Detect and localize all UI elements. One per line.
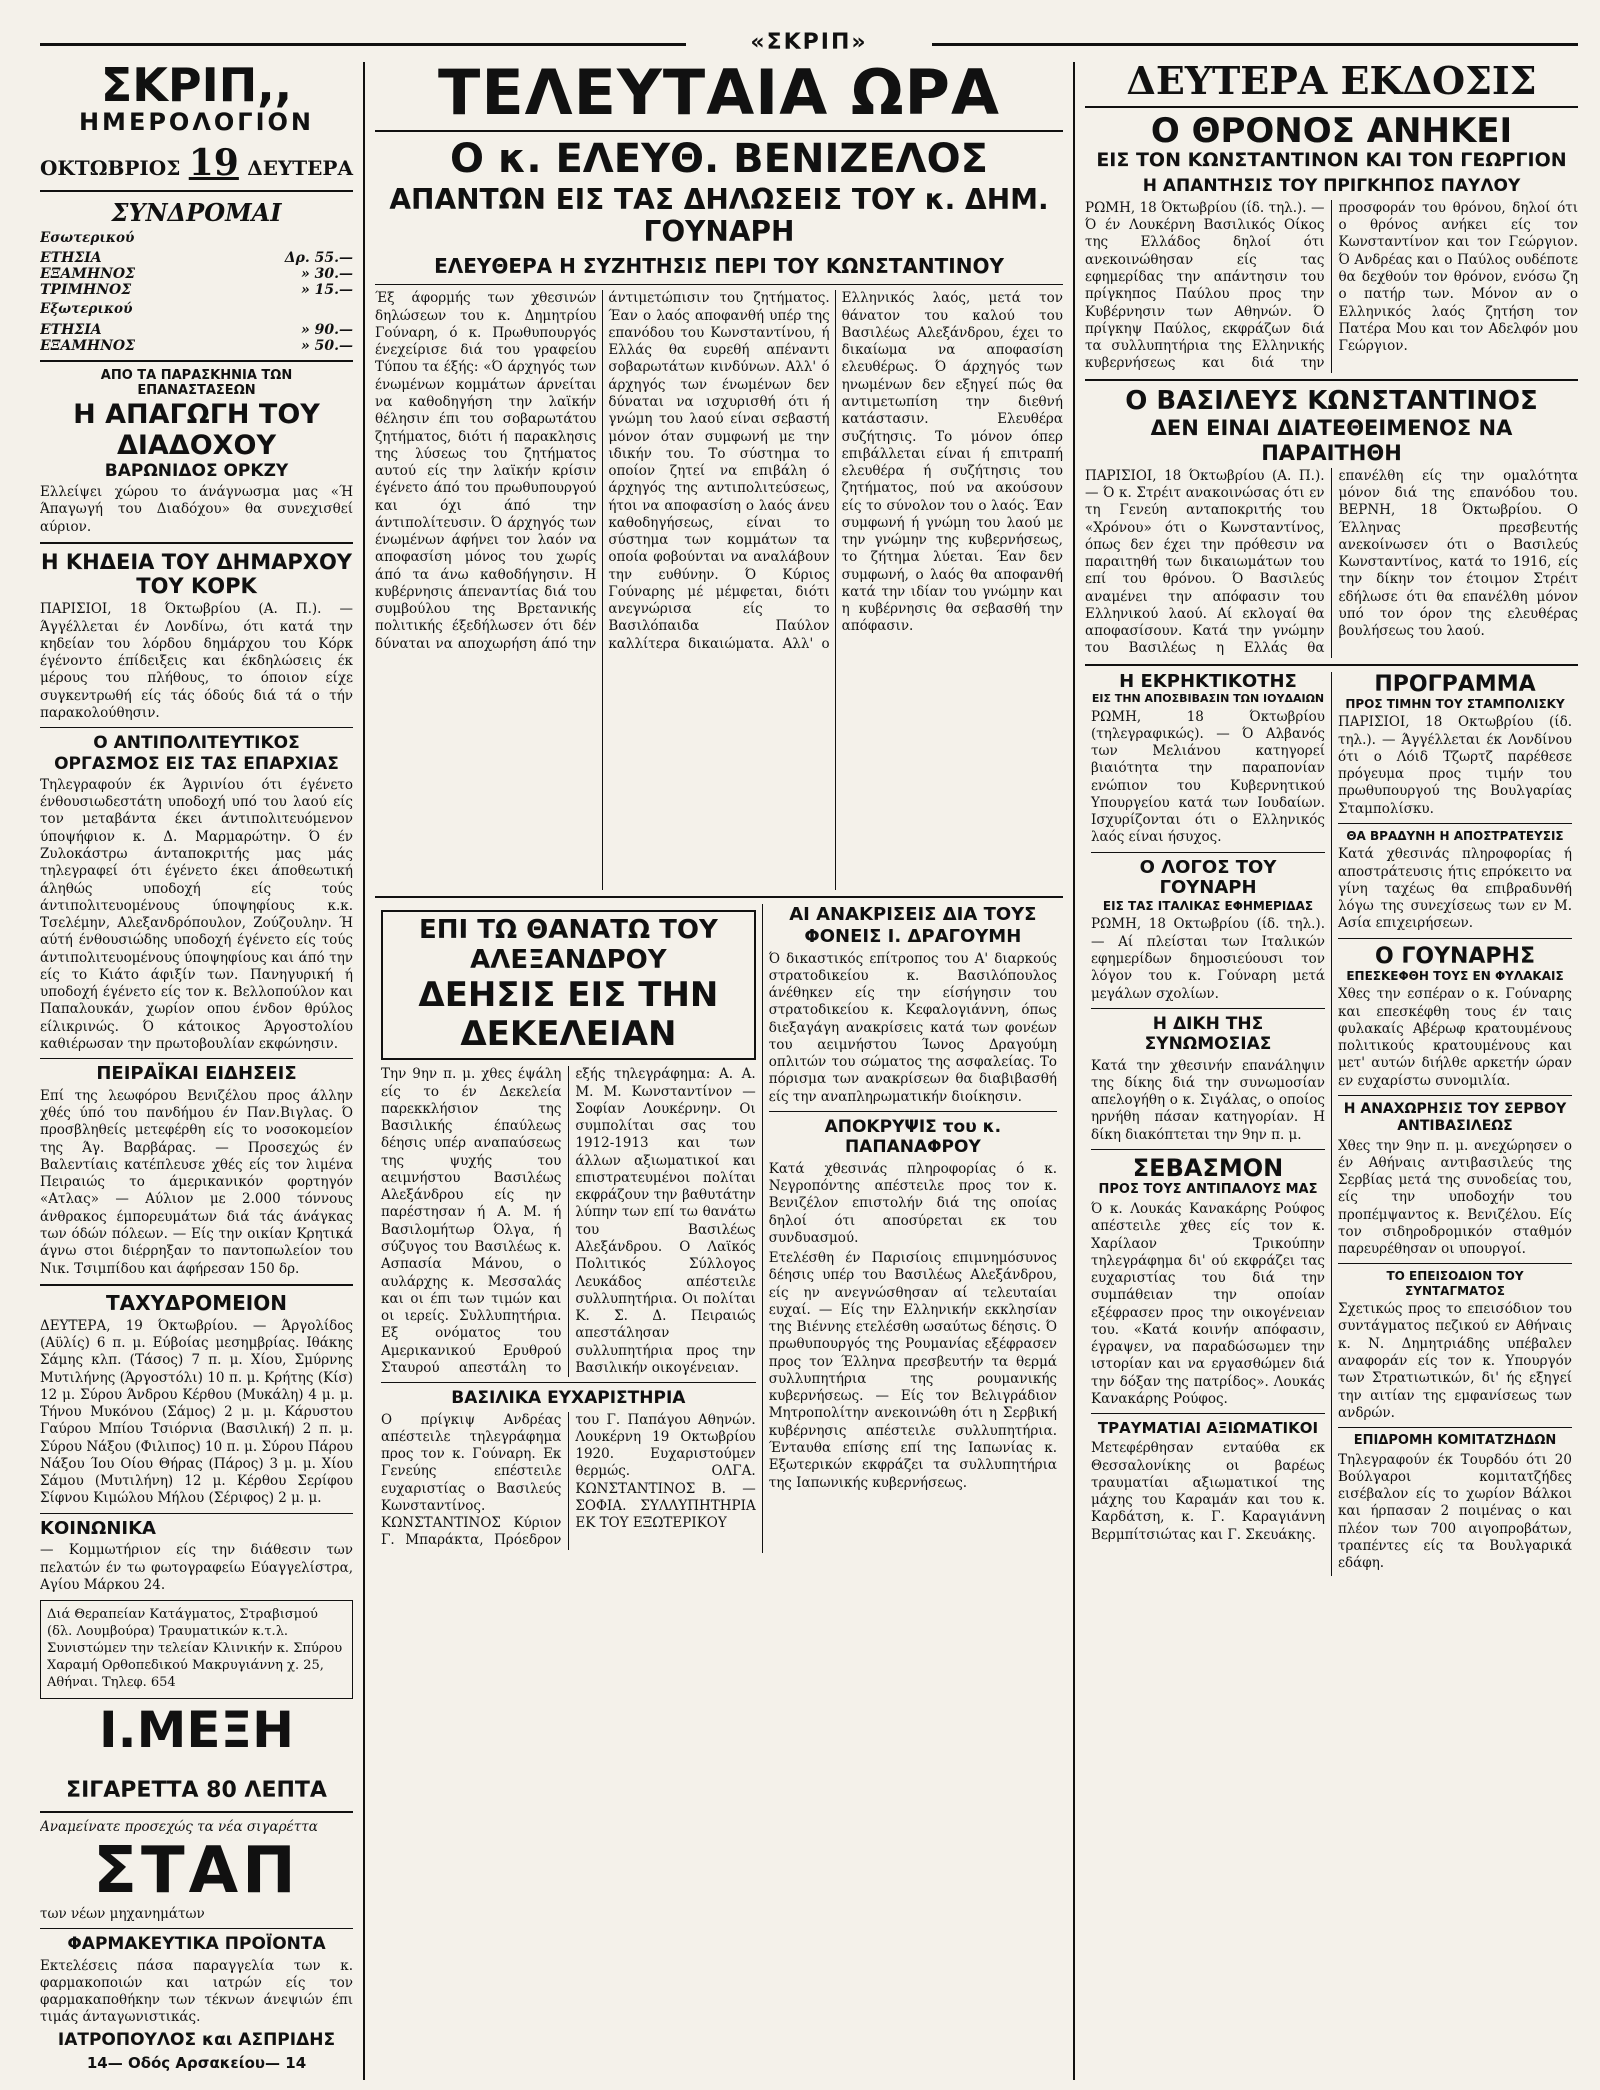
serial-tag: ΑΠΟ ΤΑ ΠΑΡΑΣΚΗΝΙΑ ΤΩΝ ΕΠΑΝΑΣΤΑΣΕΩΝ xyxy=(100,367,293,399)
death-title: ΕΠΙ ΤΩ ΘΑΝΑΤΩ ΤΟΥ ΑΛΕΞΑΝΔΡΟΥ xyxy=(418,915,718,976)
sub-row: ΕΞΑΜΗΝΟΣ » 30.— xyxy=(40,266,353,283)
trial-title: Η ΔΙΚΗ ΤΗΣ ΣΥΝΩΜΟΣΙΑΣ xyxy=(1144,1013,1272,1055)
wounded-title: ΤΡΑΥΜΑΤΙΑΙ ΑΞΙΩΜΑΤΙΚΟΙ xyxy=(1097,1419,1319,1438)
sub-row: ΕΞΑΜΗΝΟΣ » 50.— xyxy=(40,337,353,354)
wounded-text: Μετεφέρθησαν ενταύθα εκ Θεσσαλονίκης οι βαρέως τραυματίαι αξιωματικοί της μάχης του Καραμάν και του κ. Καρδάτση, κ. Γ. Καραγιάννη Βερμπίτσιώτας και Γ. Σκευάκης. xyxy=(1091,1440,1325,1543)
king-title: Ο ΒΑΣΙΛΕΥΣ ΚΩΝΣΤΑΝΤΙΝΟΣ xyxy=(1125,385,1538,416)
death-sub: ΔΕΗΣΙΣ ΕΙΣ ΤΗΝ ΔΕΚΕΛΕΙΑΝ xyxy=(418,975,719,1055)
masthead: «ΣΚΡΙΠ» xyxy=(40,30,1578,56)
clinic-ad: Διά Θεραπείαν Κατάγματος, Στραβισμού (δλ. Λουμβούρα) Τραυματικών κ.τ.λ. Συνιστώμεν την τελείαν Κλινικήν κ. Σπύρου Χαραμή Ορθοπεδικού Μακρυγιάννη χ. 25, Αθήναι. Τηλεφ. 654 xyxy=(40,1600,353,1698)
gounaris-title: Ο ΓΟΥΝΑΡΗΣ xyxy=(1374,943,1535,969)
piraeus-text: Επί της λεωφόρου Βενιζέλου προς άλλην χθές ύπό του πανδήμου έν Παν.Βιγλας. Ό προσβληθείς μετεφέρθη είς το νοσοκομείον της Άγ. Βαρβάρας. — Προσεχώς έν Βαλεντίαις κατέπλευσε χθές είς τον λιμένα Πειραιώς το άμερικανικόν φορτηγόν «Ατλας» — Αύλιον με 2.000 τόννους άνθρακος έμπορευμάτων διά τάς άνάγκας των όδών πόλεων. — Είς την οικίαν Κρητικά άγνω στοι διέρρηξαν το παντοπωλείον του Νικ. Τσιμπίδου και άφήρεσαν 150 δρ. xyxy=(40,1087,353,1277)
speech-title: Ο ΛΟΓΟΣ ΤΟΥ ΓΟΥΝΑΡΗ xyxy=(1139,856,1277,899)
middle-column xyxy=(365,62,1075,2080)
gift-title: ΑΠΟΚΡΥΨΙΣ του κ. ΠΑΠΑΝΑΦΡΟΥ xyxy=(824,1116,1002,1158)
gounaris-sub: ΕΠΕΣΚΕΦΘΗ ΤΟΥΣ ΕΝ ΦΥΛΑΚΑΙΣ xyxy=(1346,968,1564,983)
day: 19 xyxy=(188,142,239,184)
social-text: — Κομμωτήριον είς την διάθεσιν των πελατών έν τω φωτογραφείω Εύαγγελίστρα, Αγίου Μάρκου 24. xyxy=(40,1542,353,1593)
last-hour-banner: ΤΕΛΕΥΤΑΙΑ ΩΡΑ xyxy=(438,62,1000,129)
middle-lower xyxy=(375,904,1063,1552)
komit-text: Τηλεγραφούν έκ Τουρδόυ ότι 20 Βούλγαροι κομιτατζήδες εισέβαλον είς το χωρίον Βάλκοι και ήρπασαν 2 ποιμένας ο και πλέον των 700 αιγοπροβάτων, τραπέντες είς τα Βουλγαρικά εδάφη. xyxy=(1338,1451,1572,1572)
venizelos-title: Ο κ. ΕΛΕΥΘ. ΒΕΝΙΖΕΛΟΣ xyxy=(450,136,988,182)
inquiry-text: Ό δικαστικός επίτροπος του Α' διαρκούς στρατοδικείου κ. Βασιλόπουλος άνέθηκεν είς την είσήγησιν του στρατοδικείου κ. Κεφαλογιάννη, όπως διεξαγάγη ανακρίσεις κατά των φονέων του αειμνήστου Ίωνος Δραγούμη οπλιτών του σώματος της ασφαλείας. Το πόρισμα των ανακρίσεων θα διαβιβασθή είς την αναπληρωματικήν διοίκησιν. xyxy=(768,950,1057,1105)
pharma-text: Εκτελέσεις πάσα παραγγελία των κ. φαρμακοποιών και ιατρών είς τον φαρμακαποθήκην των τέκνων άνεψιών έπι τιμάς άνταγωνιστικάς. xyxy=(40,1957,353,2026)
mexi-product: ΣΙΓΑΡΕΤΤΑ 80 ΛΕΠΤΑ xyxy=(66,1777,327,1803)
gift-text2: Ετελέσθη έν Παρισίοις επιμνημόσυνος δέησις υπέρ του Βασιλέως Αλεξάνδρου, είς ην ανεγνώσθησαν αί τελευταίαι ευχαί. — Είς την Ελληνικήν εκκλησίαν της Βιέννης ετελέσθη ωσαύτως δέησις. Ό πρωθυπουργός της Ρουμανίας εξέφρασεν προς τον Έλληνα πρεσβευτήν τα θερμά συλλυπητήρια της ρουμανικής κυβερνήσεως. — Είς τον Βελιγράδιον Μητροπολίτην ανεκοινώθη ότι η Σερβική κυβέρνησις απέστειλε συλλυπητήρια. Ένταυθα επίσης επί της Ιαπωνίας κ. Εξωτερικών εκφράζει τα συλλυπητήρια της Ιαπωνικής κυβερνήσεως. xyxy=(768,1250,1057,1491)
program-title: ΠΡΟΓΡΑΜΜΑ xyxy=(1374,671,1536,697)
subscription-rows-foreign xyxy=(40,322,353,354)
venizelos-sub: ΑΠΑΝΤΩΝ ΕΙΣ ΤΑΣ ΔΗΛΩΣΕΙΣ ΤΟΥ κ. ΔΗΜ. ΓΟΥΝΑΡΗ xyxy=(389,183,1049,249)
serial-title: Η ΑΠΑΓΩΓΗ ΤΟΥ ΔΙΑΔΟΧΟΥ xyxy=(73,398,320,461)
king-sub: ΔΕΝ ΕΙΝΑΙ ΔΙΑΤΕΘΕΙΜΕΝΟΣ ΝΑ ΠΑΡΑΙΤΗΘΗ xyxy=(1150,416,1513,465)
social-title: ΚΟΙΝΩΝΙΚΑ xyxy=(40,1517,156,1539)
columns xyxy=(40,62,1578,2080)
inquiry-section xyxy=(762,904,1063,1552)
gift-text: Κατά χθεσινάς πληροφορίας ό κ. Νεγροπόντης απέστειλε προς τον κ. Βενιζέλον επιστολήν διά της οποίας δηλοί ότι αποσύρεται εκ του συνδυασμού. xyxy=(768,1160,1057,1246)
month: ΟΚΤΩΒΡΙΟΣ xyxy=(40,156,181,180)
venizelos-text: Έξ άφορμής των χθεσινών δηλώσεων του κ. Δημητρίου Γούναρη, ό κ. Πρωθυπουργός ένεχείρισε διά του γραφείου Τύπου τα έξής: «Ό άρχηγός των ένωμένων κομμάτων άρνείται να καθοδηγήση την λαϊκήν θέλησιν έπι του σοβαρωτάτου ζητήματος, διότι ή παρακλησις της λύσεως του ζητήματος αυτού είς την λαϊκήν κρίσιν έγένετο άπό του πρωθυπουργού και όχι άπό την άντιπολίτευσιν. Ό άρχηγός των ένωμένων άφήνει τον λαόν να αποφασίση μόνος του χωρίς άπό τα άνω καθοδήγησιν. Η κυβέρνησις άπεναντίας διά του συμβούλου της Βρετανικής πολιτικής έξεδήλωσεν ότι δέν δύναται να αποχωρήση άπό την άντιμετώπισιν του ζητήματος. Έαν ο λαός αποφανθή υπέρ της επανόδου του Κωνσταντίνου, ή Ελλάς θα ευρεθή απέναντι σοβαρωτάτων κινδύνων. Αλλ' ό άρχηγός των ένωμένων δεν δύναται να ισχυρισθή ότι ή γνώμη του λαού είναι σεβαστή μόνον όταν συμφωνή με την ιδικήν του. Το σύστημα το οποίον ζητεί να επιβάλη ό άρχηγός της αντιπολιτεύσεως, ήτοι να αποφασίση ο λαός άνευ καθοδηγήσεως, είναι το σύστημα των κομμάτων τα οποία φοβούνται να αναλάβουν την ευθύνην. Ό Κύριος Γούναρης μέ μέμφεται, διότι ανεγνώρισα είς το Βασιλόπαιδα Παύλον καλλίτερα δικαιώματα. Αλλ' ο Ελληνικός λαός, μετά τον θάνατον του καλού του Βασιλέως Αλεξάνδρου, έχει το δικαίωμα να αποφασίση ελευθέρως. Ό άρχηγός των ηνωμένων δεν εξηγεί πώς θα αντιμετωπίση την διεθνή κατάστασιν. Ελευθέρα συζήτησις. Το μόνον όπερ επιβάλλεται είναι ή επιτραπή ελευθέρα ή συζήτησις του ζητήματος, πού να ακούσουν είς το σύνολον του ο λαός. Έαν συμφωνή ή γνώμη του λαού με την γνώμην της κυβερνήσεως, το ζήτημα λύεται. Έαν δεν συμφωνή, ο λαός θα αποφανθή κατά την ιδίαν του γνώμην και η κυβέρνησις θα σεβασθή την απόφασιν. xyxy=(375,290,1063,652)
sub-row: ΕΤΗΣΙΑ Δρ. 55.— xyxy=(40,250,353,267)
left-column xyxy=(40,62,365,2080)
post-title: ΤΑΧΥΔΡΟΜΕΙΟΝ xyxy=(106,1290,287,1315)
death-text: Την 9ην π. μ. χθες έψάλη είς το έν Δεκελεία παρεκκλήσιον της Βασιλικής έπαύλεως δέησις υπέρ αναπαύσεως της ψυχής του αειμνήστου Βασιλέως Αλεξάνδρου είς ην παρέστησαν ή Α. Μ. ή Βασιλομήτωρ Όλγα, ή σύζυγος του Βασιλέως κ. Ασπασία Μάνου, ο αυλάρχης κ. Μεσσαλάς και οι έπι των τιμών και οι ιερείς. Συλλυπητήρια. Εξ ονόματος του Αμερικανικού Ερυθρού Σταυρού απεστάλη το εξής τηλεγράφημα: Α. Α. Μ. Μ. Κωνσταντίνον — Σοφίαν Λουκέρνην. Οι συμπολίται σας του 1912-1913 και των άλλων αξιωματικοί και επιστρατευμένοι πολίται εκφράζουν την βαθυτάτην λύπην των επί τω θανάτω του Βασιλέως Αλεξάνδρου. Ο Λαϊκός Πολιτικός Σύλλογος Λευκάδος απέστειλε συλλυπητήρια. Οι πολίται Κ. Σ. Δ. Πειραιώς απεστάλησαν συλλυπητήρια προς την Βασιλικήν οικογένειαν. xyxy=(381,1066,756,1376)
synt-text: Σχετικώς προς το επεισόδιον του συντάγματος πεζικού εν Αθήναις κ. Ν. Δημητριάδης υπέβαλεν αναφοράν είς τον κ. Υπουργόν των Στρατιωτικών, δι' ής εξηγεί την αιτίαν της εμφανίσεως των ανδρών. xyxy=(1338,1301,1572,1421)
anti-title: Ο ΑΝΤΙΠΟΛΙΤΕΥΤΙΚΟΣ ΟΡΓΑΣΜΟΣ ΕΙΣ ΤΑΣ ΕΠΑΡΧΙΑΣ xyxy=(54,733,339,774)
foreign-label: Εξωτερικού xyxy=(40,301,133,318)
thanks-title: ΒΑΣΙΛΙΚΑ ΕΥΧΑΡΙΣΤΗΡΙΑ xyxy=(451,1388,686,1409)
respect-text: Ό κ. Λουκάς Κανακάρης Ρούφος απέστειλε χθες είς τον κ. Χαρίλαον Τρικούπην τηλεγράφημα δι' ού εκφράζει τας ευχαριστίας του διά την συμπάθειαν την οποίαν εξέφρασεν προς την οικογένειαν του. «Κατά κοινήν απόφασιν, έγραψεν, να παραδώσωμεν την ιστορίαν και να εργασθώμεν διά την δόξαν της πατρίδος». Λουκάς Κανακάρης Ρούφος. xyxy=(1091,1201,1325,1407)
subscriptions-title: ΣΥΝΔΡΟΜΑΙ xyxy=(111,198,282,227)
pharma-firm: ΙΑΤΡΟΠΟΥΛΟΣ και ΑΣΠΡΙΔΗΣ xyxy=(57,2029,336,2050)
sub-row: ΕΤΗΣΙΑ » 90.— xyxy=(40,321,353,338)
venizelos-sub2: ΕΛΕΥΘΕΡΑ Η ΣΥΖΗΤΗΣΙΣ ΠΕΡΙ ΤΟΥ ΚΩΝΣΤΑΝΤΙΝΟΥ xyxy=(434,254,1004,279)
pharma-title: ΦΑΡΜΑΚΕΥΤΙΚΑ ΠΡΟΪΟΝΤΑ xyxy=(67,1934,326,1955)
serb-text: Χθες την 9ην π. μ. ανεχώρησεν ο έν Αθήναις αντιβασιλεύς της Σερβίας μετά της συνοδείας του, είς την υποδοχήν του προπέμψαντος κ. Βενιζέλου. Είς τον σιδηροδρομικόν σταθμόν παρευρέθησαν οι υπουργοί. xyxy=(1338,1137,1572,1258)
serb-title: Η ΑΝΑΧΩΡΗΣΙΣ ΤΟΥ ΣΕΡΒΟΥ ΑΝΤΙΒΑΣΙΛΕΩΣ xyxy=(1343,1100,1567,1134)
domestic-label: Εσωτερικού xyxy=(40,230,135,246)
death-section xyxy=(375,904,762,1552)
funeral-text: ΠΑΡΙΣΙΟΙ, 18 Όκτωβρίου (Α. Π.). — Άγγέλλεται έν Λονδίνω, ότι κατά την κηδείαν του λόρδου δημάρχου του Κόρκ έγένοντο έπίδειξεις και έκδηλώσεις έκ μέρους του πλήθους, το όποιον είχε συγκεντρωθή είς τάς όδούς διά τά ο τήν παρακολούθησιν. xyxy=(40,601,353,721)
inquiry-title: ΑΙ ΑΝΑΚΡΙΣΕΙΣ ΔΙΑ ΤΟΥΣ ΦΟΝΕΙΣ Ι. ΔΡΑΓΟΥΜΗ xyxy=(789,904,1037,947)
program-text: ΠΑΡΙΣΙΟΙ, 18 Οκτωβρίου (ίδ. τηλ.). — Άγγέλλεται έκ Λονδίνου ότι ο Λόιδ Τζωρτζ παρέθεσε πρόγευμα προς τιμήν του πρωθυπουργού της Βουλγαρίας Σταμπολίσκυ. xyxy=(1338,714,1572,817)
program-sub: ΠΡΟΣ ΤΙΜΗΝ ΤΟΥ ΣΤΑΜΠΟΛΙΣΚΥ xyxy=(1345,696,1565,711)
komit-title: ΕΠΙΔΡΟΜΗ ΚΟΜΙΤΑΤΖΗΔΩΝ xyxy=(1353,1433,1557,1449)
throne-text: ΡΩΜΗ, 18 Όκτωβρίου (ίδ. τηλ.). — Ό έν Λουκέρνη Βασιλικός Οίκος της Ελλάδος δηλοί ότι ανεκοινώθησαν είς τας εφημερίδας την απάντησιν του πρίγκηπος Παύλου προς την Κυβέρνησιν των Αθηνών. Ό πρίγκηψ Παύλος, εκφράζων διά τα συλλυπητήρια της Ελληνικής κυβερνήσεως και διά την προσφοράν του θρόνου, δηλοί ότι ο θρόνος ανήκει είς τον Κωνσταντίνον και τον Γεώργιον. Ό Ανδρέας και ο Παύλος ουδέποτε θα δεχθούν τον θρόνον, ενόσω ζη ο πατήρ των. Μόνον αν ο Ελληνικός λαός ζητήση τον Πατέρα Μου και τον Αδελφόν μου Γεώργιον. xyxy=(1085,199,1578,372)
anti-text: Τηλεγραφούν έκ Άγρινίου ότι έγένετο ένθουσιωδεστάτη υποδοχή υπό του λαού είς τον μεταβάντα έκει άντιπολιτευόμενον ύποψήφιον κ. Δ. Μαρμαρώτην. Ό έν Ζυλοκάστρω άνταποκριτής μας μάς τηλεγραφεί ότι έγένετο έκει άποθεωτική άληθώς υποδοχή είς τούς άντιπολιτευομένους ύποψηφίους κ.κ. Τσελέμην, Αλεξανδρόπουλον, Ζούζουλην. Ή αύτή ένθουσιώδης υποδοχή έγένετο είς τούς άντιπολιτευομένους ύποψηφίους και άπό την είς το Κιάτο άφιξίν των. Πανηγυρική ή υποδοχή έγένετο είς τον κ. Βελλοπούλον και Παπαλουκάν, χωρίον οπου ένδον θρύλος είλικρινώς. Ό κάτοικος Άργοστολίου καθιέρωσαν την πρωτοβουλίαν εκφώνησιν. xyxy=(40,776,353,1052)
date-row xyxy=(40,142,353,184)
throne-sub2: Η ΑΠΑΝΤΗΣΙΣ ΤΟΥ ΠΡΙΓΚΗΠΟΣ ΠΑΥΛΟΥ xyxy=(1142,175,1521,196)
synt-title: ΤΟ ΕΠΕΙΣΟΔΙΟΝ ΤΟΥ ΣΥΝΤΑΓΜΑΤΟΣ xyxy=(1386,1269,1524,1298)
unrest-title: Η ΕΚΡΗΚΤΙΚΟΤΗΣ xyxy=(1119,670,1297,692)
thanks-text: Ο πρίγκιψ Ανδρέας απέστειλε τηλεγράφημα προς τον κ. Γούναρη. Εκ Γενεύης επέστειλε ευχαριστίας ο Βασιλεύς Κωνσταντίνος. ΚΩΝΣΤΑΝΤΙΝΟΣ Κύριον Γ. Μπαράκτα, Πρόεδρον του Γ. Παπάγου Αθηνών. Λουκέρνη 19 Οκτωβρίου 1920. Ευχαριστούμεν θερμώς. ΟΛΓΑ. ΚΩΝΣΤΑΝΤΙΝΟΣ Β. — ΣΟΦΙΑ. ΣΥΛΛΥΠΗΤΗΡΙΑ ΕΚ ΤΟΥ ΕΞΩΤΕΡΙΚΟΥ xyxy=(381,1411,756,1549)
right-lower xyxy=(1085,672,1578,1576)
piraeus-title: ΠΕΙΡΑΪΚΑΙ ΕΙΔΗΣΕΙΣ xyxy=(96,1063,297,1085)
gounaris-text: Χθες την εσπέραν ο κ. Γούναρης και επεσκέφθη τους έν ταις φυλακαίς Αβέρωφ κρατουμένους πολιτικούς κρατουμένους και μετ' αυτών διήλθε αρκετήν ώραν εν ευχαρίστω συνομιλία. xyxy=(1338,986,1572,1089)
unrest-text: ΡΩΜΗ, 18 Όκτωβρίου (τηλεγραφικώς). — Ό Αλβανός των Μελιάνου κατηγορεί βιαιότητα την παραπονίαν ενώπιον του Κυβερνητικού Υπουργείου κατά των Ιουδαίων. Ισχυρίζονται ότι ο Ελληνικός λαός είναι ήσυχος. xyxy=(1091,708,1325,846)
serial-text: Ελλείψει χώρου το άνάγνωσμα μας «Ή Άπαγωγή του Διαδόχου» θα συνεχισθεί αύριον. xyxy=(40,484,353,535)
funeral-title: Η ΚΗΔΕΙΑ ΤΟΥ ΔΗΜΑΡΧΟΥ ΤΟΥ ΚΟΡΚ xyxy=(40,550,353,599)
pharma-address: 14— Οδός Αρσακείου— 14 xyxy=(86,2054,307,2073)
calendar-title: ΗΜΕΡΟΛΟΓΙΟΝ xyxy=(78,108,315,136)
bulg-title: ΘΑ ΒΡΑΔΥΝΗ Η ΑΠΟΣΤΡΑΤΕΥΣΙΣ xyxy=(1346,828,1564,843)
speech-sub: ΕΙΣ ΤΑΣ ΙΤΑΛΙΚΑΣ ΕΦΗΜΕΡΙΔΑΣ xyxy=(1102,899,1314,914)
subscription-rows xyxy=(40,250,353,298)
mexi-brand: Ι.ΜΕΞΗ xyxy=(99,1700,294,1759)
respect-title: ΣΕΒΑΣΜΟΝ xyxy=(1132,1153,1284,1182)
stap-brand: ΣΤΑΠ xyxy=(93,1833,300,1908)
king-text: ΠΑΡΙΣΙΟΙ, 18 Όκτωβρίου (Α. Π.). — Ό κ. Στρέιτ ανακοινώσας ότι εν τη Γενεύη ανταποκριτής του «Χρόνου» ότι ο Κωνσταντίνος, όπως δεν έχει την πρόθεσιν να παραιτηθή των δικαιωμάτων του επί του θρόνου. Ό Βασιλεύς αναμένει την απόφασιν του Ελληνικού λαού. Αί εκλογαί θα αποφασίσουν. Κατά την γνώμην του Βασιλέως η Ελλάς θα επανέλθη είς την ομαλότητα μόνον διά της επανόδου του. ΒΕΡΝΗ, 18 Όκτωβρίου. Ο Έλληνας πρεσβευτής ανεκοίνωσεν ότι ο Βασιλεύς Κωνσταντίνος, κατά το 1916, είς την δίκην τον έτοιμον Στρέιτ εδήλωσε ότι θα επανέλθη μόνον υπό τον όρον της ελευθέρας βουλήσεως του λαού. xyxy=(1085,467,1578,657)
throne-title: Ο ΘΡΟΝΟΣ ΑΝΗΚΕΙ xyxy=(1150,111,1513,151)
post-text: ΔΕΥΤΕΡΑ, 19 Όκτωβρίου. — Άργολίδος (Αϋλίς) 6 π. μ. Εύβοίας μεσημβρίας. Ιθάκης Σάμης κλπ. (Τάσος) 7 π. μ. Χίου, Σμύρνης Μυτιλήνης (Άργοστόλι) 10 π. μ. Κρήτης (Κίσ) 12 μ. Σύρου Άνδρου Κέρθου (Μυκάλη) 4 μ. μ. Τήνου Μυκόνου (Σάμος) 2 μ. μ. Κάρυστου Γαύρου Μπίου Τσιόρνια (Βασιλική) 2 π. μ. Σύρου Νάξου (Φιλιπος) 10 π. μ. Σύρου Πάρου Νάξου Ίου Οίου Θήρας (Πάρος) 3 μ. μ. Χίου Σάμου (Μυτιλήνη) 12 μ. Κέρθου Σερίφου Σίφνου Κιμώλου Μήλου (Σέριφος) 2 μ. μ. xyxy=(40,1317,353,1507)
weekday: ΔΕΥΤΕΡΑ xyxy=(247,156,353,180)
logo: ΣΚΡΙΠ,, xyxy=(100,62,293,112)
trial-text: Κατά την χθεσινήν επανάληψιν της δίκης διά την συνωμοσίαν απελογήθη ο κ. Σιγάλας, ο οποίος ηρνήθη πάσαν κατηγορίαν. Η δίκη διακόπτεται την 9ην π. μ. xyxy=(1091,1057,1325,1143)
sub-row: ΤΡΙΜΗΝΟΣ » 15.— xyxy=(40,282,353,299)
right-lower-right xyxy=(1331,672,1578,1576)
right-lower-left xyxy=(1085,672,1331,1576)
mexi-ad xyxy=(40,1700,353,1805)
second-edition-banner: ΔΕΥΤΕΡΑ ΕΚΔΟΣΙΣ xyxy=(1126,62,1537,103)
stap-pre: Αναμείνατε προσεχώς τα νέα σιγαρέττα xyxy=(40,1818,318,1835)
unrest-sub: ΕΙΣ ΤΗΝ ΑΠΟΣΒΙΒΑΣΙΝ ΤΩΝ ΙΟΥΔΑΙΩΝ xyxy=(1091,692,1325,706)
throne-sub: ΕΙΣ ΤΟΝ ΚΩΝΣΤΑΝΤΙΝΟΝ ΚΑΙ ΤΟΝ ΓΕΩΡΓΙΟΝ xyxy=(1096,148,1567,171)
stap-sub: των νέων μηχανημάτων xyxy=(40,1905,205,1922)
speech-text: ΡΩΜΗ, 18 Οκτωβρίου (ίδ. τηλ.). — Αί πλείσται των Ιταλικών εφημερίδων δημοσιεύουσι τον λόγον του κ. Γούναρη μετά μεγάλων σχολίων. xyxy=(1091,916,1325,1002)
right-column xyxy=(1075,62,1578,2080)
serial-author: ΒΑΡΩΝΙΔΟΣ ΟΡΚΖΥ xyxy=(104,460,289,481)
bulg-text: Κατά χθεσινάς πληροφορίας ή αποστράτευσις ήτις επρόκειτο να γίνη ταχέως θα επιβραδυνθή λόγω της συνεχίσεως των εν Μ. Ασία επιχειρήσεων. xyxy=(1338,846,1572,932)
death-box xyxy=(381,910,756,1060)
respect-sub: ΠΡΟΣ ΤΟΥΣ ΑΝΤΙΠΑΛΟΥΣ ΜΑΣ xyxy=(1098,1182,1318,1198)
